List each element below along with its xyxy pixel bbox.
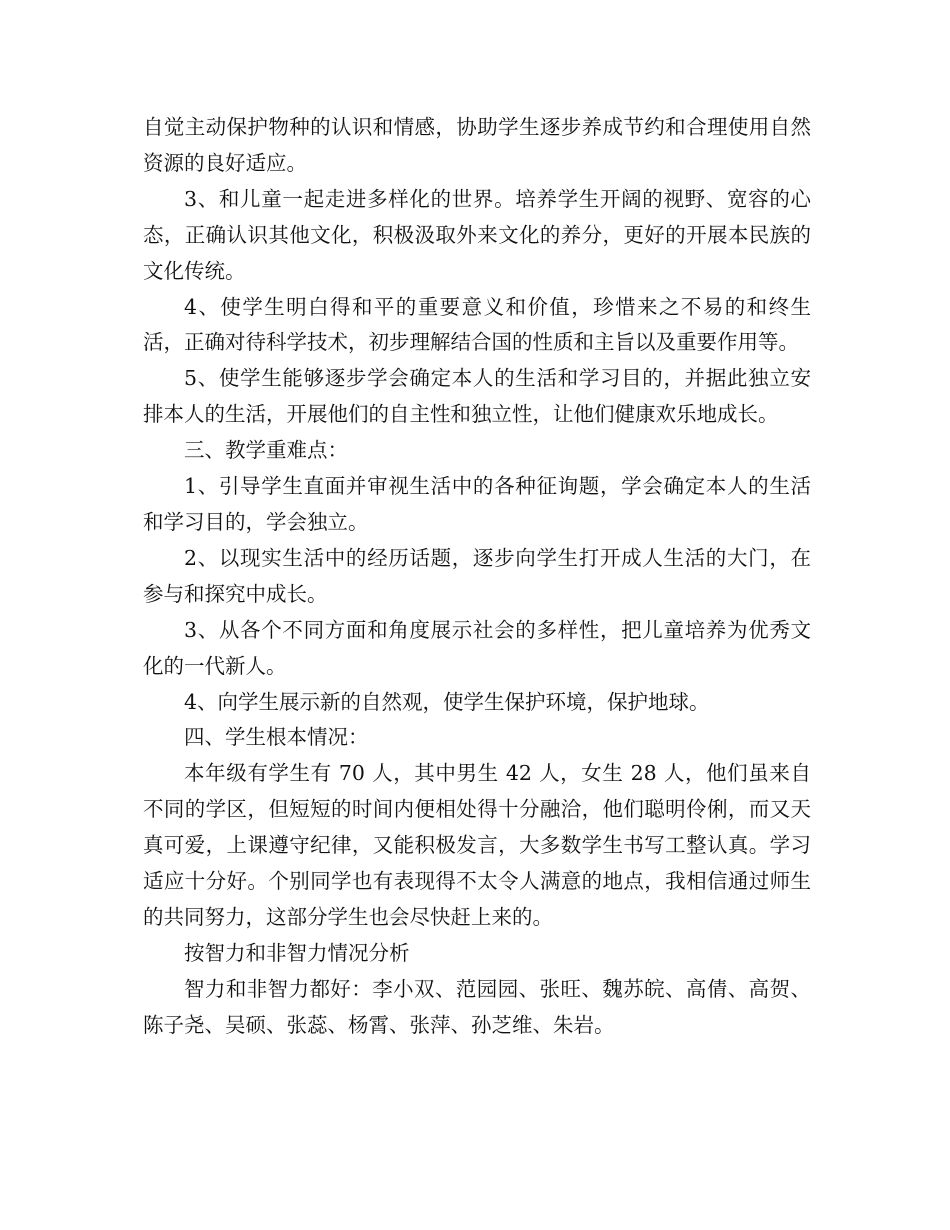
paragraph-key-point-4: 4、向学生展示新的自然观，使学生保护环境，保护地球。 bbox=[184, 689, 710, 714]
paragraph-key-point-2: 2、以现实生活中的经历话题，逐步向学生打开成人生活的大门，在参与和探究中成长。 bbox=[143, 545, 811, 606]
paragraph-student-situation: 本年级有学生有 70 人，其中男生 42 人，女生 28 人，他们虽来自不同的学区，但短短的时间内便相处得十分融洽，他们聪明伶俐，而又天真可爱，上课遵守纪律，又能积极发言，大多数学生书写工整认真。学习适应十分好。个别同学也有表现得不太令人满意的地点，我相信通过师生的共同努力，这部分学生也会尽快赶上来的。 bbox=[143, 761, 811, 929]
paragraph-key-point-3: 3、从各个不同方面和角度展示社会的多样性，把儿童培养为优秀文化的一代新人。 bbox=[143, 617, 811, 678]
paragraph-goal-4: 4、使学生明白得和平的重要意义和价值，珍惜来之不易的和终生活，正确对待科学技术，初步理解结合国的性质和主旨以及重要作用等。 bbox=[143, 294, 811, 355]
paragraph-goal-3: 3、和儿童一起走进多样化的世界。培养学生开阔的视野、宽容的心态，正确认识其他文化，积极汲取外来文化的养分，更好的开展本民族的文化传统。 bbox=[143, 186, 811, 283]
paragraph-1: 自觉主动保护物种的认识和情感，协助学生逐步养成节约和合理使用自然资源的良好适应。 bbox=[143, 115, 811, 175]
paragraph-goal-5: 5、使学生能够逐步学会确定本人的生活和学习目的，并据此独立安排本人的生活，开展他们的自主性和独立性，让他们健康欢乐地成长。 bbox=[143, 366, 811, 427]
paragraph-analysis-heading: 按智力和非智力情况分析 bbox=[184, 940, 410, 965]
document-page bbox=[143, 110, 811, 1044]
paragraph-student-list: 智力和非智力都好：李小双、范园园、张旺、魏苏皖、高倩、高贺、陈子尧、吴硕、张蕊、杨霄、张萍、孙芝维、朱岩。 bbox=[143, 976, 811, 1037]
paragraph-key-point-1: 1、引导学生直面并审视生活中的各种征询题，学会确定本人的生活和学习目的，学会独立。 bbox=[143, 474, 811, 534]
section-heading-4: 四、学生根本情况： bbox=[184, 725, 369, 750]
section-heading-3: 三、教学重难点： bbox=[184, 438, 348, 463]
